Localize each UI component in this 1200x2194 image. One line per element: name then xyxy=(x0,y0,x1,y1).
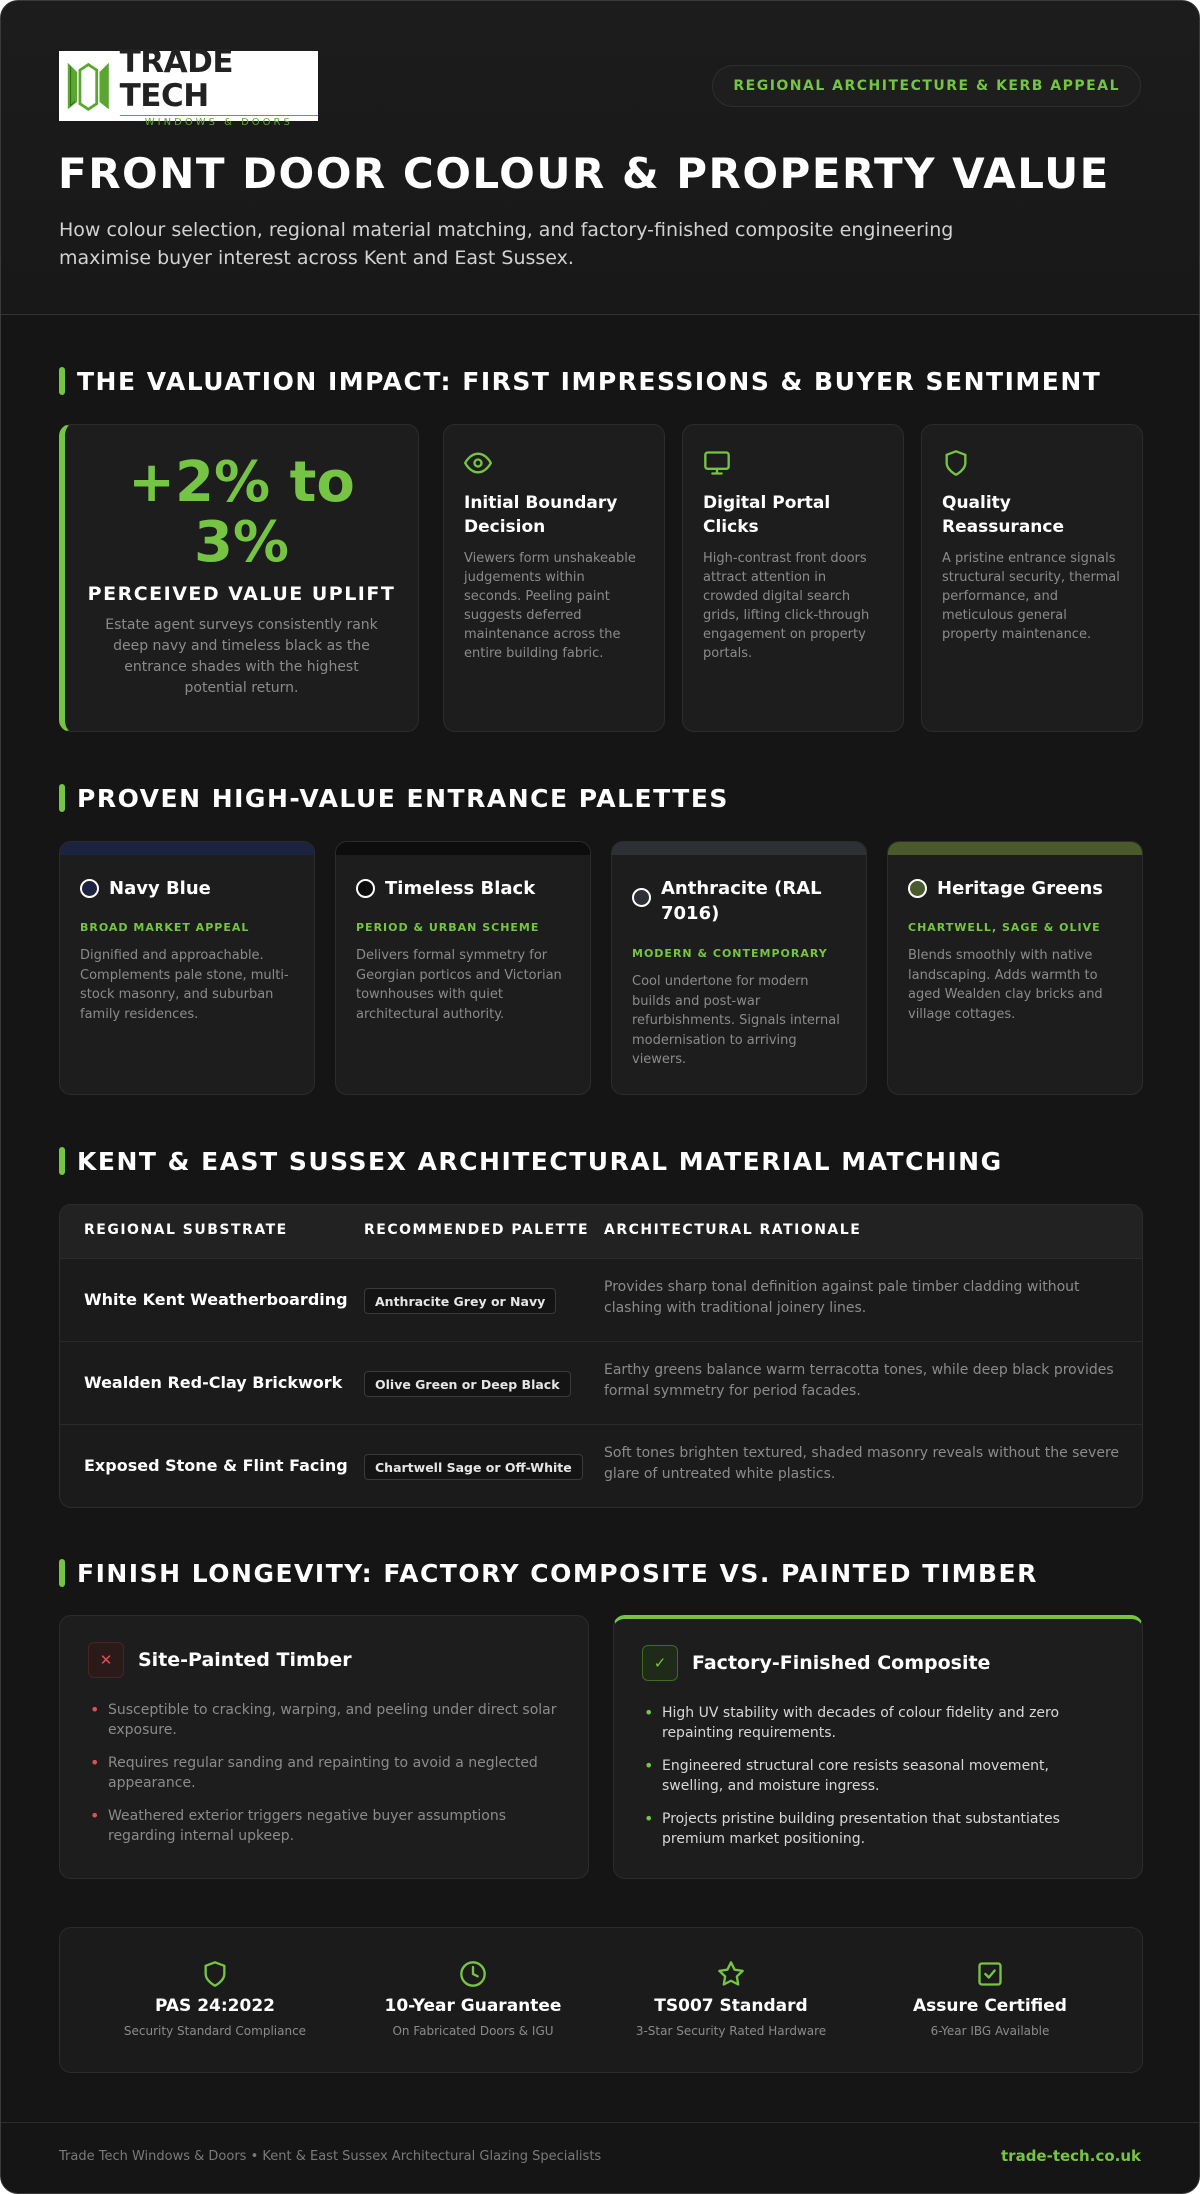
list-item: • Engineered structural core resists seasonal movement, swelling, and moisture ingress. xyxy=(642,1756,1114,1796)
palette-name: Anthracite (RAL 7016) xyxy=(661,878,822,924)
palette-description: Dignified and approachable. Complements pale stone, multi-stock masonry, and suburban family residences. xyxy=(80,948,289,1022)
certification-name: Assure Certified xyxy=(913,1996,1067,2016)
close-icon: ✕ xyxy=(88,1642,124,1678)
table-row xyxy=(60,1425,1142,1508)
impact-title: Digital Portal Clicks xyxy=(703,493,831,537)
certification-assure xyxy=(870,1960,1110,2038)
uplift-description: Estate agent surveys consistently rank deep navy and timeless black as the entrance shades with the highest potential return. xyxy=(105,617,378,696)
star-icon xyxy=(717,1960,745,1988)
check-square-icon xyxy=(976,1960,1004,1988)
palette-tag: PERIOD & URBAN SCHEME xyxy=(356,921,540,934)
uplift-value: +2% to 3% xyxy=(128,450,355,575)
table-row xyxy=(60,1259,1142,1342)
certification-guarantee xyxy=(353,1960,593,2038)
impact-card-portal xyxy=(682,424,904,732)
section-heading-materials xyxy=(59,1146,1003,1176)
column-header-palette: RECOMMENDED PALETTE xyxy=(364,1222,590,1238)
palette-pill: Chartwell Sage or Off-White xyxy=(364,1454,583,1480)
brand-logo[interactable] xyxy=(59,43,318,128)
certifications-bar xyxy=(59,1927,1143,2073)
palette-card-navy xyxy=(59,841,315,1095)
certification-pas24 xyxy=(95,1960,335,2038)
impact-description: Viewers form unshakeable judgements within seconds. Peeling paint suggests deferred maintenance across the entire building fabric. xyxy=(464,551,636,661)
material-matching-table xyxy=(59,1204,1143,1508)
palette-header xyxy=(80,876,298,901)
comparison-header xyxy=(88,1642,560,1678)
page-header xyxy=(1,1,1199,315)
section-heading-palettes xyxy=(59,783,729,813)
list-item: • Weathered exterior triggers negative buyer assumptions regarding internal upkeep. xyxy=(88,1806,560,1846)
impact-card-boundary xyxy=(443,424,665,732)
rationale-cell: Earthy greens balance warm terracotta tones, while deep black provides formal symmetry for period facades. xyxy=(604,1362,1114,1399)
palette-description: Delivers formal symmetry for Georgian porticos and Victorian townhouses with quiet architectural authority. xyxy=(356,948,562,1022)
comparison-header xyxy=(642,1645,1114,1681)
palette-pill: Anthracite Grey or Navy xyxy=(364,1288,556,1314)
impact-description: A pristine entrance signals structural security, thermal performance, and meticulous general property maintenance. xyxy=(942,551,1120,642)
palette-name: Navy Blue xyxy=(109,878,211,899)
section-heading-longevity xyxy=(59,1558,1038,1588)
palette-swatch-strip xyxy=(336,842,590,855)
timber-comparison-card xyxy=(59,1615,589,1879)
section-accent-bar xyxy=(59,784,65,812)
impact-description: High-contrast front doors attract attention in crowded digital search grids, lifting click-through engagement on property portals. xyxy=(703,551,870,661)
certification-name: PAS 24:2022 xyxy=(155,1996,275,2016)
rationale-cell: Soft tones brighten textured, shaded masonry reveals without the severe glare of untreated white plastics. xyxy=(604,1445,1119,1482)
rationale-cell: Provides sharp tonal definition against pale timber cladding without clashing with traditional joinery lines. xyxy=(604,1279,1080,1316)
palette-tag: BROAD MARKET APPEAL xyxy=(80,921,250,934)
website-link[interactable]: trade-tech.co.uk xyxy=(1001,2147,1141,2165)
shield-icon xyxy=(201,1960,229,1988)
composite-comparison-card xyxy=(613,1615,1143,1879)
impact-title: Initial Boundary Decision xyxy=(464,493,618,537)
palette-pill: Olive Green or Deep Black xyxy=(364,1371,571,1397)
palette-card-greens xyxy=(887,841,1143,1095)
brand-name: TRADE TECH xyxy=(119,43,234,114)
palette-header xyxy=(908,876,1126,901)
palette-swatch-dot xyxy=(356,879,375,898)
certification-name: 10-Year Guarantee xyxy=(384,1996,562,2016)
certification-name: TS007 Standard xyxy=(654,1996,808,2016)
section-accent-bar xyxy=(59,367,65,395)
palette-name: Timeless Black xyxy=(385,878,536,899)
region-badge: REGIONAL ARCHITECTURE & KERB APPEAL xyxy=(712,65,1141,107)
logo-mark-icon xyxy=(65,57,112,115)
palette-swatch-strip xyxy=(60,842,314,855)
certification-detail: On Fabricated Doors & IGU xyxy=(392,2024,554,2038)
certification-detail: 6-Year IBG Available xyxy=(930,2024,1050,2038)
substrate-cell: White Kent Weatherboarding xyxy=(84,1290,348,1309)
table-header xyxy=(60,1205,1142,1259)
clock-icon xyxy=(459,1960,487,1988)
shield-icon xyxy=(942,449,970,477)
palette-card-black xyxy=(335,841,591,1095)
palette-name: Heritage Greens xyxy=(937,878,1104,899)
drawback-list xyxy=(88,1700,560,1846)
value-uplift-card xyxy=(59,424,419,732)
palette-swatch-dot xyxy=(908,879,927,898)
page-subtitle: How colour selection, regional material matching, and factory-finished composite engineering maximise buyer interest across Kent and East Sussex. xyxy=(59,219,954,269)
certification-detail: Security Standard Compliance xyxy=(123,2024,307,2038)
impact-card-quality xyxy=(921,424,1143,732)
palette-swatch-dot xyxy=(80,879,99,898)
impact-title: Quality Reassurance xyxy=(942,493,1064,537)
brand-tagline: WINDOWS & DOORS xyxy=(120,115,318,128)
list-item: • High UV stability with decades of colour fidelity and zero repainting requirements. xyxy=(642,1703,1114,1743)
list-item: • Requires regular sanding and repainting to avoid a neglected appearance. xyxy=(88,1753,560,1793)
section-accent-bar xyxy=(59,1559,65,1587)
palette-description: Cool undertone for modern builds and post-war refurbishments. Signals internal modernisation to arriving viewers. xyxy=(632,974,840,1067)
certification-detail: 3-Star Security Rated Hardware xyxy=(635,2024,827,2038)
monitor-icon xyxy=(703,449,731,477)
uplift-label: PERCEIVED VALUE UPLIFT xyxy=(87,583,396,605)
certification-ts007 xyxy=(611,1960,851,2038)
eye-icon xyxy=(464,449,492,477)
section-title: FINISH LONGEVITY: FACTORY COMPOSITE VS. PAINTED TIMBER xyxy=(77,1558,1038,1588)
palette-card-anthracite xyxy=(611,841,867,1095)
list-item: • Projects pristine building presentation that substantiates premium market positioning. xyxy=(642,1809,1114,1849)
column-header-substrate: REGIONAL SUBSTRATE xyxy=(84,1222,288,1238)
palette-description: Blends smoothly with native landscaping. Adds warmth to aged Wealden clay bricks and village cottages. xyxy=(908,948,1103,1022)
palette-swatch-dot xyxy=(632,888,651,907)
palette-header xyxy=(632,876,850,926)
section-title: KENT & EAST SUSSEX ARCHITECTURAL MATERIAL MATCHING xyxy=(77,1146,1003,1176)
page-title: FRONT DOOR COLOUR & PROPERTY VALUE xyxy=(58,149,1110,198)
check-icon: ✓ xyxy=(642,1645,678,1681)
table-row xyxy=(60,1342,1142,1425)
page-footer xyxy=(1,2122,1199,2194)
palette-tag: MODERN & CONTEMPORARY xyxy=(632,947,828,960)
palette-swatch-strip xyxy=(888,842,1142,855)
footer-company-line: Trade Tech Windows & Doors • Kent & East Sussex Architectural Glazing Specialists xyxy=(59,2149,602,2164)
palette-header xyxy=(356,876,574,901)
substrate-cell: Wealden Red-Clay Brickwork xyxy=(84,1373,343,1392)
section-title: PROVEN HIGH-VALUE ENTRANCE PALETTES xyxy=(77,783,729,813)
comparison-title: Site-Painted Timber xyxy=(138,1649,352,1671)
substrate-cell: Exposed Stone & Flint Facing xyxy=(84,1456,348,1475)
comparison-title: Factory-Finished Composite xyxy=(692,1652,991,1674)
list-item: • Susceptible to cracking, warping, and peeling under direct solar exposure. xyxy=(88,1700,560,1740)
section-accent-bar xyxy=(59,1147,65,1175)
palette-tag: CHARTWELL, SAGE & OLIVE xyxy=(908,921,1101,934)
section-heading-valuation xyxy=(59,366,1101,396)
palette-swatch-strip xyxy=(612,842,866,855)
benefit-list xyxy=(642,1703,1114,1849)
logo-text xyxy=(120,45,318,128)
column-header-rationale: ARCHITECTURAL RATIONALE xyxy=(604,1222,862,1238)
section-title: THE VALUATION IMPACT: FIRST IMPRESSIONS & BUYER SENTIMENT xyxy=(77,366,1102,396)
